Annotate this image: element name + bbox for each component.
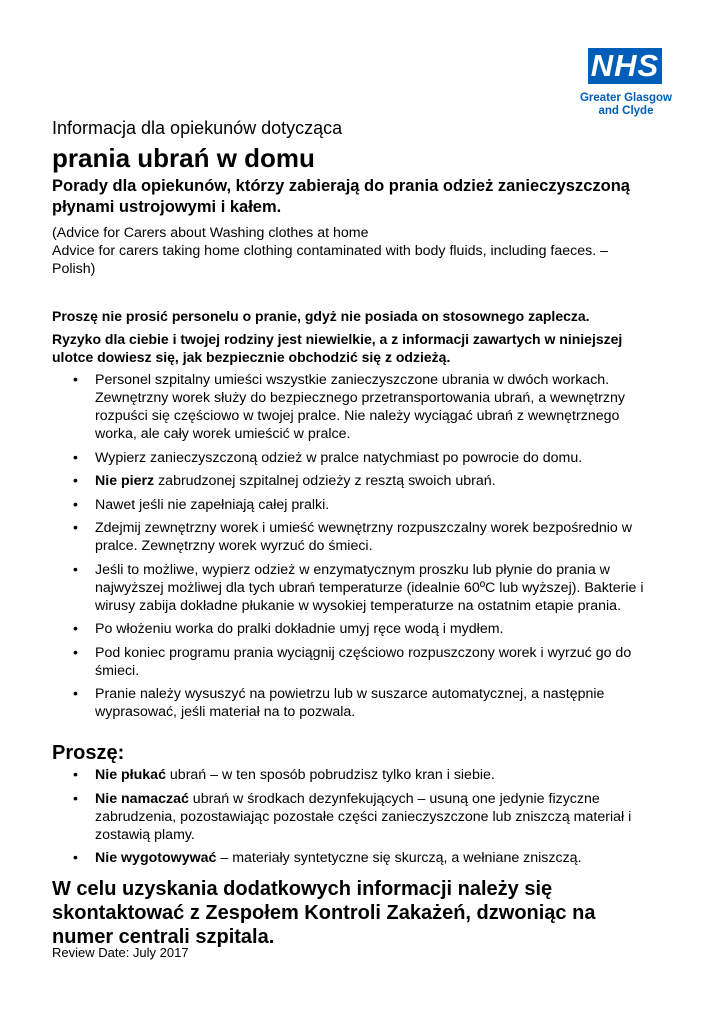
list-item-text: ubrań – w ten sposób pobrudzisz tylko kran i siebie. <box>165 767 495 783</box>
nhs-logo-mark: NHS <box>588 48 662 84</box>
list-item-text: Personel szpitalny umieści wszystkie zanieczyszczone ubrania w dwóch workach. Zewnętrzny worek służy do bezpiecznego przetransportowania ubrań, a wewnętrzny rozpuści się częściowo w twojej pralce. Nie należy wyciągać ubrań z wewnętrznego worka, ale cały worek umieścić w pralce. <box>95 372 625 442</box>
list-item <box>52 519 652 555</box>
instructions-list <box>52 371 652 727</box>
bullet-icon: • <box>73 561 78 578</box>
english-note <box>52 224 652 278</box>
list-item-emphasis: Nie namaczać <box>95 790 189 807</box>
list-item <box>52 766 652 784</box>
bullet-icon: • <box>73 496 78 513</box>
bullet-icon: • <box>73 520 78 536</box>
bullet-icon: • <box>73 850 78 866</box>
bullet-icon: • <box>73 790 78 807</box>
list-item-emphasis: Nie pierz <box>95 473 155 489</box>
nhs-logo-line2: and Clyde <box>598 105 654 117</box>
list-item <box>52 620 652 638</box>
list-item <box>52 685 652 721</box>
nhs-logo-line1: Greater Glasgow <box>579 92 673 104</box>
title-line1: Informacja dla opiekunów dotycząca <box>52 118 343 138</box>
list-item <box>52 472 652 490</box>
list-item <box>52 644 652 680</box>
notice-staff: Proszę nie prosić personelu o pranie, gdyż nie posiada on stosownego zaplecza. <box>52 308 590 324</box>
list-item-text: Pod koniec programu prania wyciągnij częściowo rozpuszczony worek i wyrzuć go do śmieci. <box>95 644 632 679</box>
please-list <box>52 766 652 873</box>
list-item-text: Po włożeniu worka do pralki dokładnie umyj ręce wodą i mydłem. <box>95 621 504 637</box>
list-item-text: Pranie należy wysuszyć na powietrzu lub w suszarce automatycznej, a następnie wyprasować, jeśli materiał na to pozwala. <box>95 686 605 720</box>
bullet-icon: • <box>73 686 78 702</box>
bullet-icon: • <box>73 767 78 783</box>
list-item <box>52 561 652 615</box>
list-item-emphasis: Nie płukać <box>95 767 166 783</box>
list-item-text: zabrudzonej szpitalnej odzieży z resztą swoich ubrań. <box>154 473 496 489</box>
page-title: prania ubrań w domu <box>52 143 315 173</box>
nhs-logo <box>576 48 676 120</box>
bullet-icon: • <box>73 449 78 466</box>
list-item <box>52 371 652 443</box>
list-item-text: Zdejmij zewnętrzny worek i umieść wewnętrzny rozpuszczalny worek bezpośrednio w pralce. Zewnętrzny worek wyrzuć do śmieci. <box>95 520 632 554</box>
list-item <box>52 449 652 467</box>
bullet-icon: • <box>73 621 78 637</box>
please-heading: Proszę: <box>52 742 125 764</box>
list-item-text: ubrań w środkach dezynfekujących – usuną one jedynie fizyczne zabrudzenia, pozostawiając pozostałe części zanieczyszczone lub zniszczą materiał i zostawią plamy. <box>95 790 632 843</box>
list-item-text: Jeśli to możliwe, wypierz odzież w enzymatycznym proszku lub płynie do prania w najwyższej możliwej dla tych ubrań temperaturze (idealnie 60ºC lub wyższej). Bakterie i wirusy zabija dokładne płukanie w wysokiej temperaturze na ostatnim etapie prania. <box>95 561 644 614</box>
english-note-line1: (Advice for Carers about Washing clothes at home <box>52 225 369 241</box>
review-date: Review Date: July 2017 <box>52 945 189 960</box>
notice-risk: Ryzyko dla ciebie i twojej rodziny jest niewielkie, a z informacji zawartych w niniejszej ulotce dowiesz się, jak bezpiecznie obchodzić się z odzieżą. <box>52 331 623 365</box>
list-item <box>52 849 652 867</box>
bullet-icon: • <box>73 473 78 489</box>
list-item-emphasis: Nie wygotowywać <box>95 850 217 866</box>
list-item-text: Nawet jeśli nie zapełniają całej pralki. <box>95 496 330 513</box>
bullet-icon: • <box>73 372 78 388</box>
list-item <box>52 790 652 844</box>
list-item-text: – materiały syntetyczne się skurczą, a wełniane zniszczą. <box>216 850 582 866</box>
subtitle: Porady dla opiekunów, którzy zabierają do prania odzież zanieczyszczoną płynami ustrojowymi i kałem. <box>52 177 630 216</box>
list-item <box>52 496 652 514</box>
english-note-line2: Advice for carers taking home clothing contaminated with body fluids, including faeces. – Polish) <box>52 243 608 277</box>
closing-contact: W celu uzyskania dodatkowych informacji należy się skontaktować z Zespołem Kontroli Zakażeń, dzwoniąc na numer centrali szpitala. <box>52 878 596 948</box>
list-item-text: Wypierz zanieczyszczoną odzież w pralce natychmiast po powrocie do domu. <box>95 449 583 466</box>
bullet-icon: • <box>73 644 78 661</box>
